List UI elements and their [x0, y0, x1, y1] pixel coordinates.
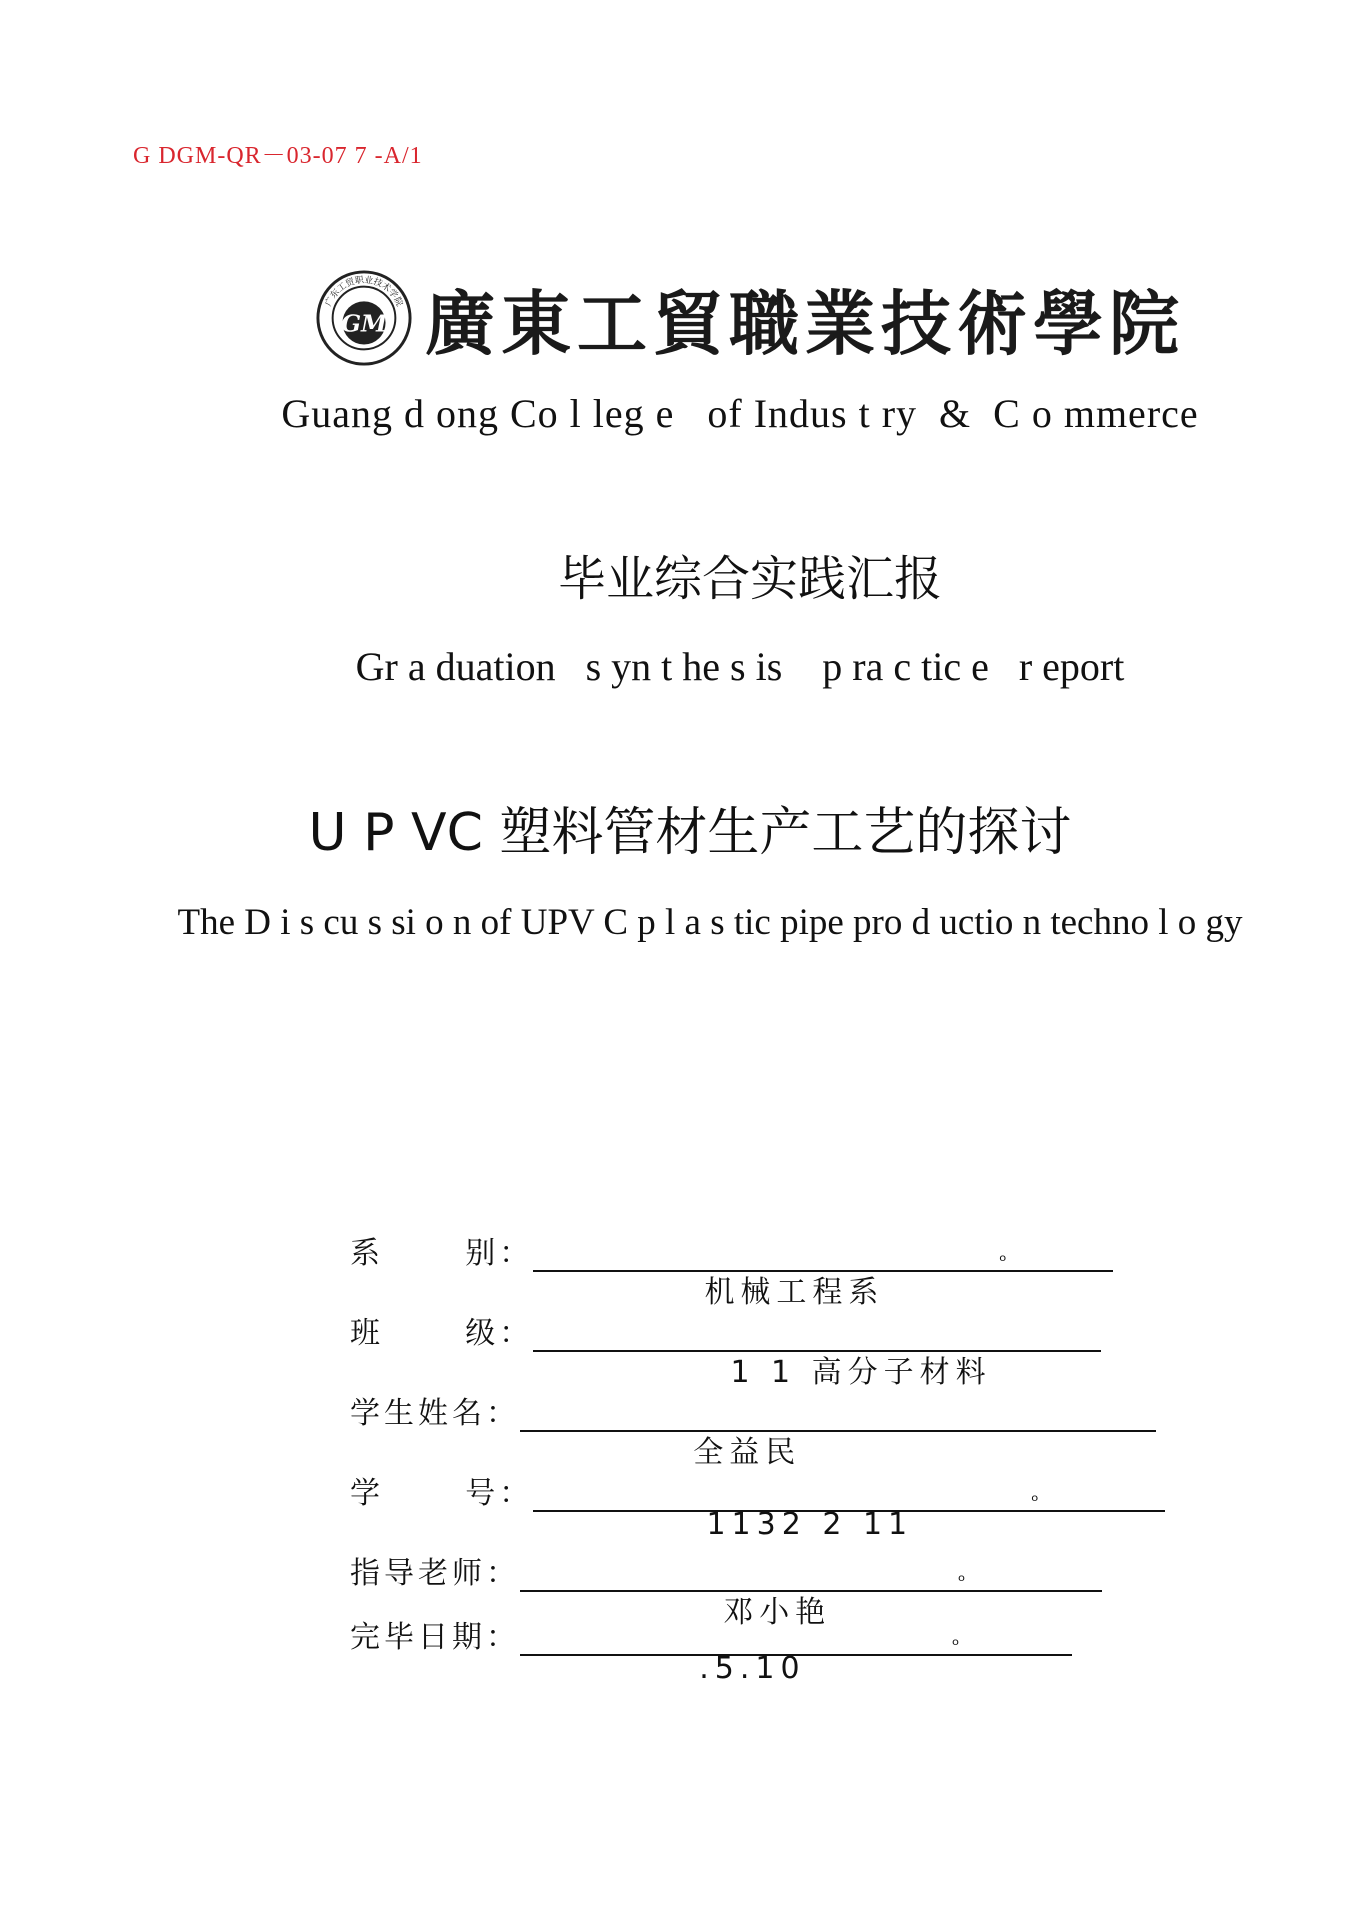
college-name-en: Guang d ong Co l leg e of Indus t ry & C o mmerce — [281, 391, 1199, 436]
thesis-title-en: The D i s cu s si o n of UPV C p l a s tic pipe pro d uctio n techno l o gy — [177, 902, 1243, 943]
completion-date-row — [350, 1612, 1072, 1686]
department-mark: ₒ — [999, 1245, 1013, 1266]
document-code: G DGM-QR－03-07 7 -A/1 — [133, 143, 423, 169]
advisor-mark: ₒ — [958, 1565, 972, 1586]
report-title-en: Gr a duation s yn t he s is p ra c tic e r eport — [355, 644, 1125, 689]
class-row — [350, 1308, 1101, 1390]
class-value: 1 1 高分子材料 — [730, 1355, 992, 1390]
advisor-value: 邓小艳 — [723, 1595, 832, 1630]
student-name-value: 全益民 — [693, 1435, 802, 1470]
department-field — [533, 1232, 1113, 1310]
student-id-row — [350, 1468, 1165, 1542]
thesis-title-cn: U P VC 塑料管材生产工艺的探讨 — [308, 803, 1072, 863]
advisor-label: 指导老师： — [350, 1556, 520, 1591]
completion-date-mark: ₒ — [952, 1629, 966, 1650]
completion-date-field — [520, 1616, 1072, 1686]
advisor-field — [520, 1552, 1102, 1630]
college-seal-icon — [315, 269, 413, 367]
completion-date-value: .5.10 — [699, 1651, 806, 1686]
department-label: 系 别： — [350, 1236, 534, 1271]
svg-text:GM: GM — [340, 309, 388, 338]
class-field — [533, 1312, 1101, 1390]
college-name-cn: 廣東工貿職業技術學院 — [425, 281, 1185, 365]
college-logo — [315, 268, 1185, 368]
student-id-field — [533, 1472, 1165, 1542]
advisor-row — [350, 1548, 1102, 1630]
completion-date-label: 完毕日期： — [350, 1620, 520, 1655]
department-value: 机械工程系 — [704, 1275, 885, 1310]
department-row — [350, 1228, 1113, 1310]
student-name-row — [350, 1388, 1156, 1470]
svg-text:广东工贸职业技术学院: 广东工贸职业技术学院 — [323, 275, 405, 309]
student-name-label: 学生姓名： — [350, 1396, 520, 1431]
student-id-mark: ₒ — [1031, 1485, 1045, 1506]
class-label: 班 级： — [350, 1316, 534, 1351]
student-name-field — [520, 1392, 1156, 1470]
student-id-label: 学 号： — [350, 1476, 534, 1511]
student-id-value: 1132 2 11 — [706, 1507, 914, 1542]
report-title-cn: 毕业综合实践汇报 — [557, 551, 942, 607]
